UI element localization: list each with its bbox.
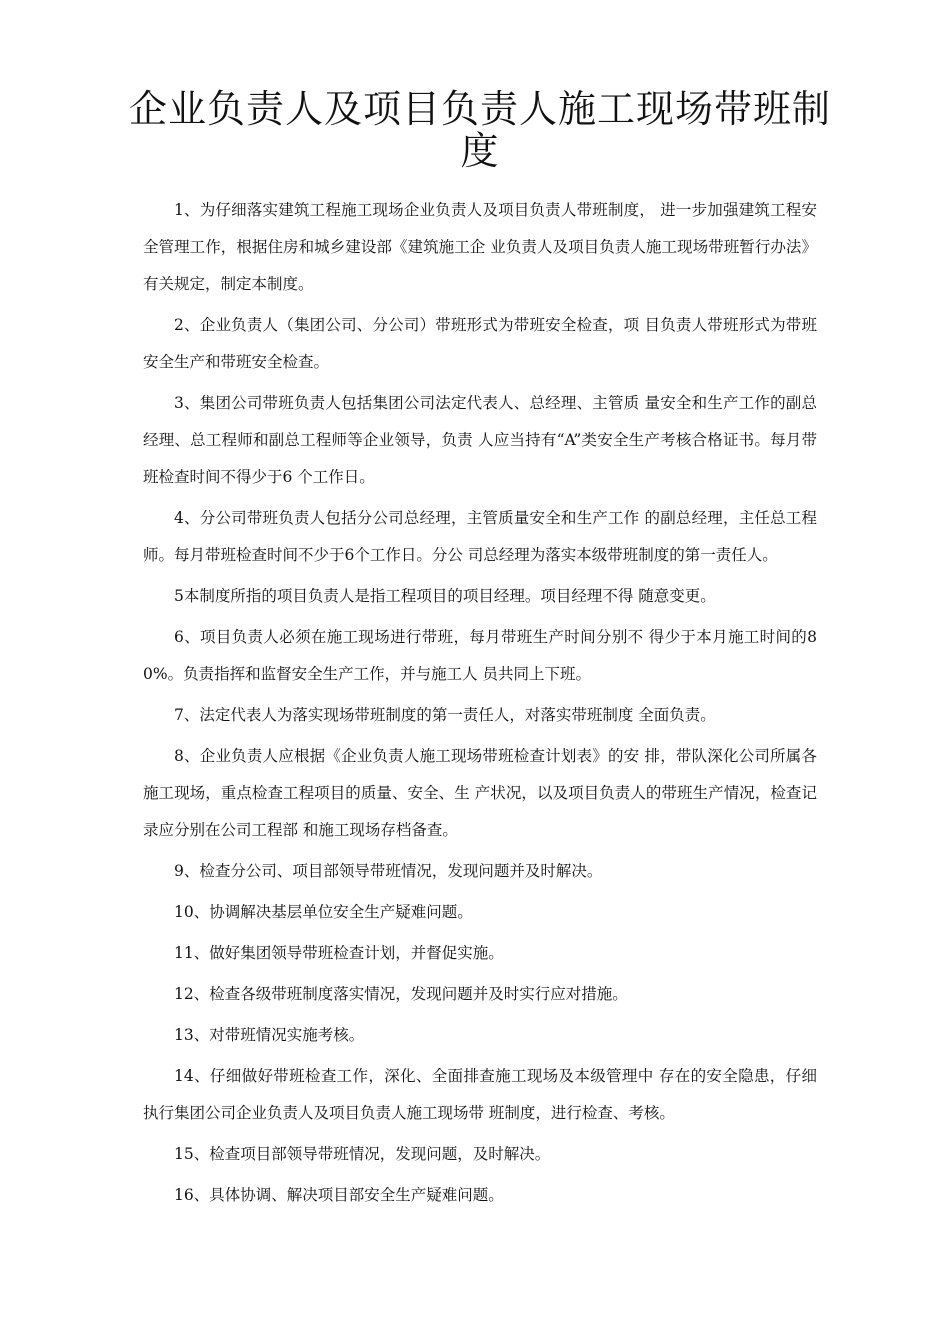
- document-title: 企业负责人及项目负责人施工现场带班制度: [128, 87, 831, 173]
- paragraph-11: 11、做好集团领导带班检查计划，并督促实施。: [174, 944, 504, 962]
- paragraph-6: 6、项目负责人必须在施工现场进行带班，每月带班生产时间分别不 得少于本月施工时间的80%。负责指挥和监督安全生产工作，并与施工人 员共同上下班。: [143, 628, 817, 683]
- document-body: [143, 192, 817, 1218]
- paragraph-15: 15、检查项目部领导带班情况，发现问题，及时解决。: [174, 1145, 551, 1163]
- paragraph-14: 14、仔细做好带班检查工作，深化、全面排查施工现场及本级管理中 存在的安全隐患，仔细执行集团公司企业负责人及项目负责人施工现场带 班制度，进行检查、考核。: [143, 1067, 817, 1122]
- paragraph-13: 13、对带班情况实施考核。: [174, 1026, 365, 1044]
- paragraph-7: 7、法定代表人为落实现场带班制度的第一责任人，对落实带班制度 全面负责。: [174, 706, 716, 724]
- paragraph-2: 2、企业负责人（集团公司、分公司）带班形式为带班安全检查，项 目负责人带班形式为带班安全生产和带班安全检查。: [143, 316, 817, 371]
- paragraph-1: 1、为仔细落实建筑工程施工现场企业负责人及项目负责人带班制度， 进一步加强建筑工程安全管理工作，根据住房和城乡建设部《建筑施工企 业负责人及项目负责人施工现场带班暂行办法》有关规定，制定本制度。: [143, 201, 817, 293]
- paragraph-12: 12、检查各级带班制度落实情况，发现问题并及时实行应对措施。: [174, 985, 628, 1003]
- paragraph-8: 8、企业负责人应根据《企业负责人施工现场带班检查计划表》的安 排，带队深化公司所属各施工现场，重点检查工程项目的质量、安全、生 产状况，以及项目负责人的带班生产情况，检查记录应分别在公司工程部 和施工现场存档备查。: [143, 747, 817, 839]
- paragraph-16: 16、具体协调、解决项目部安全生产疑难问题。: [174, 1186, 504, 1204]
- paragraph-4: 4、分公司带班负责人包括分公司总经理，主管质量安全和生产工作 的副总经理，主任总工程师。每月带班检查时间不少于6个工作日。分公 司总经理为落实本级带班制度的第一责任人。: [143, 509, 817, 564]
- paragraph-10: 10、协调解决基层单位安全生产疑难问题。: [174, 903, 473, 921]
- paragraph-9: 9、检查分公司、项目部领导带班情况，发现问题并及时解决。: [174, 862, 603, 880]
- paragraph-3: 3、集团公司带班负责人包括集团公司法定代表人、总经理、主管质 量安全和生产工作的副总经理、总工程师和副总工程师等企业领导，负责 人应当持有“A”类安全生产考核合格证书。每月带班检查时间不得少于6 个工作日。: [143, 394, 817, 486]
- paragraph-5: 5本制度所指的项目负责人是指工程项目的项目经理。项目经理不得 随意变更。: [174, 587, 716, 605]
